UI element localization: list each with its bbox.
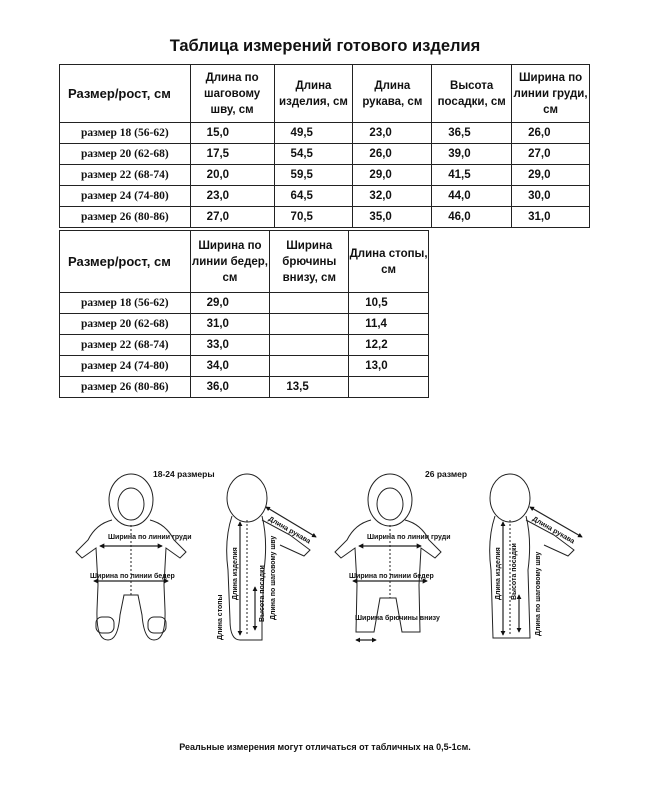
group-label-18-24: 18-24 размеры — [153, 469, 215, 479]
column-header: Ширина по линии бедер, см — [190, 231, 270, 293]
cell-value: 33,0 — [190, 335, 270, 356]
size-label: размер 18 (56-62) — [60, 293, 191, 314]
label-length-26: Длина изделия — [495, 547, 502, 600]
label-inseam: Длина по шаговому шву — [270, 535, 277, 620]
label-leg-bottom: Ширина брючины внизу — [355, 615, 440, 622]
column-header: Ширина по линии груди, см — [512, 65, 590, 123]
label-seat: Высота посадки — [259, 565, 266, 622]
disclaimer-note: Реальные измерения могут отличаться от табличных на 0,5-1см. — [179, 742, 471, 752]
size-label: размер 26 (80-86) — [60, 207, 191, 228]
front-sketch-18-24 — [76, 474, 186, 640]
label-chest: Ширина по линии груди — [108, 534, 192, 541]
cell-value: 35,0 — [353, 207, 432, 228]
cell-value: 44,0 — [432, 186, 512, 207]
row-header: Размер/рост, см — [60, 231, 191, 293]
cell-value: 31,0 — [512, 207, 590, 228]
size-label: размер 20 (62-68) — [60, 314, 191, 335]
cell-value: 29,0 — [353, 165, 432, 186]
cell-value: 13,5 — [270, 377, 349, 398]
cell-value: 27,0 — [512, 144, 590, 165]
label-sleeve: Длина рукава — [267, 515, 312, 546]
cell-value: 20,0 — [190, 165, 274, 186]
size-label: размер 22 (68-74) — [60, 335, 191, 356]
cell-value: 36,0 — [190, 377, 270, 398]
page-title: Таблица измерений готового изделия — [169, 37, 481, 55]
cell-value: 34,0 — [190, 356, 270, 377]
cell-value: 41,5 — [432, 165, 512, 186]
cell-value: 31,0 — [190, 314, 270, 335]
label-chest-26: Ширина по линии груди — [367, 534, 451, 541]
column-header: Высота посадки, см — [432, 65, 512, 123]
label-sleeve-26: Длина рукава — [531, 515, 576, 546]
label-hips: Ширина по линии бедер — [90, 573, 175, 580]
column-header: Длина изделия, см — [274, 65, 353, 123]
cell-value: 30,0 — [512, 186, 590, 207]
cell-value: 39,0 — [432, 144, 512, 165]
cell-value: 70,5 — [274, 207, 353, 228]
cell-value: 26,0 — [512, 123, 590, 144]
cell-value: 59,5 — [274, 165, 353, 186]
group-label-26: 26 размер — [425, 469, 468, 479]
cell-value: 46,0 — [432, 207, 512, 228]
cell-value: 27,0 — [190, 207, 274, 228]
column-header: Длина стопы, см — [349, 231, 429, 293]
cell-value: 23,0 — [190, 186, 274, 207]
label-inseam-26: Длина по шаговому шву — [535, 551, 542, 636]
cell-value: 49,5 — [274, 123, 353, 144]
size-label: размер 24 (74-80) — [60, 356, 191, 377]
label-foot: Длина стопы — [217, 594, 224, 640]
cell-value: 12,2 — [349, 335, 429, 356]
cell-value: 10,5 — [349, 293, 429, 314]
cell-value: 15,0 — [190, 123, 274, 144]
cell-value: 11,4 — [349, 314, 429, 335]
cell-value: 64,5 — [274, 186, 353, 207]
cell-value: 36,5 — [432, 123, 512, 144]
column-header: Длина рукава, см — [353, 65, 432, 123]
size-label: размер 24 (74-80) — [60, 186, 191, 207]
label-length: Длина изделия — [232, 547, 239, 600]
cell-value: 13,0 — [349, 356, 429, 377]
size-label: размер 20 (62-68) — [60, 144, 191, 165]
row-header: Размер/рост, см — [60, 65, 191, 123]
cell-value: 23,0 — [353, 123, 432, 144]
label-hips-26: Ширина по линии бедер — [349, 573, 434, 580]
cell-value: 26,0 — [353, 144, 432, 165]
column-header: Длина по шаговому шву, см — [190, 65, 274, 123]
cell-value: 29,0 — [512, 165, 590, 186]
size-label: размер 22 (68-74) — [60, 165, 191, 186]
size-label: размер 18 (56-62) — [60, 123, 191, 144]
cell-value: 32,0 — [353, 186, 432, 207]
cell-value: 54,5 — [274, 144, 353, 165]
label-seat-26: Высота посадки — [511, 543, 518, 600]
cell-value: 17,5 — [190, 144, 274, 165]
cell-value: 29,0 — [190, 293, 270, 314]
column-header: Ширина брючины внизу, см — [270, 231, 349, 293]
size-label: размер 26 (80-86) — [60, 377, 191, 398]
